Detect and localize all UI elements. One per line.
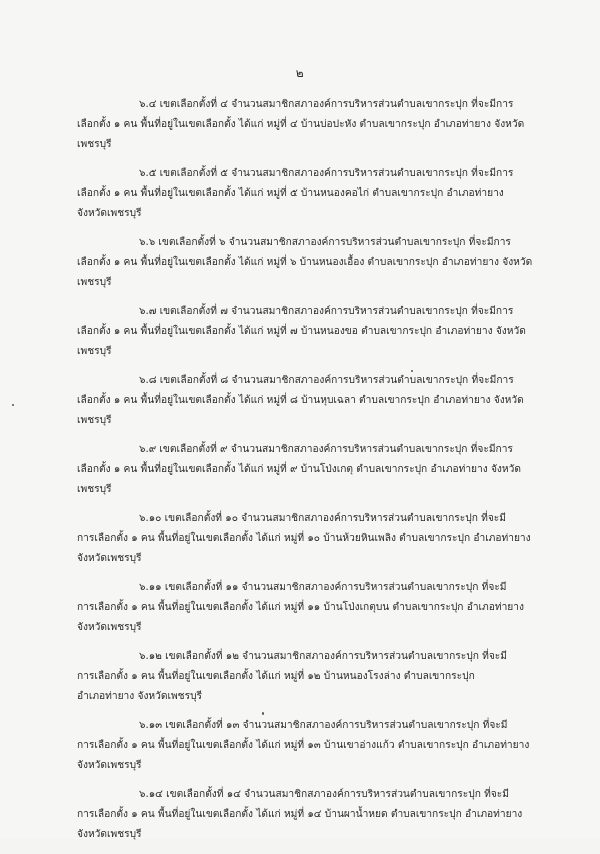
paragraph-line: ๖.๕ เขตเลือกตั้งที่ ๕ จำนวนสมาชิกสภาองค์การบริหารส่วนตำบลเขากระปุก ที่จะมีการ xyxy=(139,168,514,179)
paragraph-line: ๖.๖ เขตเลือกตั้งที่ ๖ จำนวนสมาชิกสภาองค์การบริหารส่วนตำบลเขากระปุก ที่จะมีการ xyxy=(139,237,511,248)
scan-speck xyxy=(262,712,264,715)
paragraph-line: จังหวัดเพชรบุรี xyxy=(77,208,142,219)
paragraph-line: ๖.๑๓ เขตเลือกตั้งที่ ๑๓ จำนวนสมาชิกสภาองค์การบริหารส่วนตำบลเขากระปุก ที่จะมี xyxy=(139,720,508,731)
paragraph-line: ๖.๔ เขตเลือกตั้งที่ ๔ จำนวนสมาชิกสภาองค์การบริหารส่วนตำบลเขากระปุก ที่จะมีการ xyxy=(139,99,514,110)
paragraph-line: การเลือกตั้ง ๑ คน พื้นที่อยู่ในเขตเลือกตั้ง ได้แก่ หมู่ที่ ๑๔ บ้านผาน้ำหยด ตำบลเขากระปุก อำเภอท่ายาง xyxy=(77,809,523,820)
district-paragraph-6 xyxy=(77,233,532,293)
paragraph-line: จังหวัดเพชรบุรี xyxy=(77,622,142,633)
district-paragraph-5 xyxy=(77,164,532,224)
district-paragraph-8 xyxy=(77,371,532,431)
paragraph-line: ๖.๑๒ เขตเลือกตั้งที่ ๑๒ จำนวนสมาชิกสภาองค์การบริหารส่วนตำบลเขากระปุก ที่จะมี xyxy=(139,651,507,662)
paragraph-line: เพชรบุรี xyxy=(77,484,112,495)
paragraph-line: เพชรบุรี xyxy=(77,415,112,426)
paragraph-line: จังหวัดเพชรบุรี xyxy=(77,553,142,564)
paragraph-line: ๖.๑๔ เขตเลือกตั้งที่ ๑๔ จำนวนสมาชิกสภาองค์การบริหารส่วนตำบลเขากระปุก ที่จะมี xyxy=(139,789,509,800)
paragraph-line: เลือกตั้ง ๑ คน พื้นที่อยู่ในเขตเลือกตั้ง ได้แก่ หมู่ที่ ๗ บ้านหนองขอ ตำบลเขากระปุก อำเภอท่ายาง จังหวัด xyxy=(77,326,526,337)
district-paragraph-11 xyxy=(77,578,532,638)
scan-speck xyxy=(411,370,413,372)
paragraph-line: จังหวัดเพชรบุรี xyxy=(77,760,142,771)
paragraph-line: การเลือกตั้ง ๑ คน พื้นที่อยู่ในเขตเลือกตั้ง ได้แก่ หมู่ที่ ๑๐ บ้านห้วยหินเพลิง ตำบลเขากระปุก อำเภอท่ายาง xyxy=(77,533,531,544)
paragraph-line: ๖.๗ เขตเลือกตั้งที่ ๗ จำนวนสมาชิกสภาองค์การบริหารส่วนตำบลเขากระปุก ที่จะมีการ xyxy=(139,306,514,317)
paragraph-line: เลือกตั้ง ๑ คน พื้นที่อยู่ในเขตเลือกตั้ง ได้แก่ หมู่ที่ ๙ บ้านโป่งเกตุ ตำบลเขากระปุก อำเภอท่ายาง จังหวัด xyxy=(77,464,521,475)
paragraph-line: จังหวัดเพชรบุรี xyxy=(77,829,142,840)
document-body xyxy=(77,95,532,854)
paragraph-line: เลือกตั้ง ๑ คน พื้นที่อยู่ในเขตเลือกตั้ง ได้แก่ หมู่ที่ ๕ บ้านหนองคอไก่ ตำบลเขากระปุก อำเภอท่ายาง xyxy=(77,188,504,199)
paragraph-line: อำเภอท่ายาง จังหวัดเพชรบุรี xyxy=(77,691,203,702)
district-paragraph-14 xyxy=(77,785,532,845)
paragraph-line: เลือกตั้ง ๑ คน พื้นที่อยู่ในเขตเลือกตั้ง ได้แก่ หมู่ที่ ๘ บ้านหุบเฉลา ตำบลเขากระปุก อำเภอท่ายาง จังหวัด xyxy=(77,395,524,406)
paragraph-line: เลือกตั้ง ๑ คน พื้นที่อยู่ในเขตเลือกตั้ง ได้แก่ หมู่ที่ ๖ บ้านหนองเอื้อง ตำบลเขากระปุก อำเภอท่ายาง จังหวัด xyxy=(77,257,532,268)
paragraph-line: ๖.๘ เขตเลือกตั้งที่ ๘ จำนวนสมาชิกสภาองค์การบริหารส่วนตำบลเขากระปุก ที่จะมีการ xyxy=(139,375,514,386)
paragraph-line: เลือกตั้ง ๑ คน พื้นที่อยู่ในเขตเลือกตั้ง ได้แก่ หมู่ที่ ๔ บ้านบ่อปะหัง ตำบลเขากระปุก อำเภอท่ายาง จังหวัด xyxy=(77,119,525,130)
district-paragraph-9 xyxy=(77,440,532,500)
page-number: ๒ xyxy=(295,66,305,80)
paragraph-line: เพชรบุรี xyxy=(77,346,112,357)
district-paragraph-7 xyxy=(77,302,532,362)
paragraph-line: ๖.๑๐ เขตเลือกตั้งที่ ๑๐ จำนวนสมาชิกสภาองค์การบริหารส่วนตำบลเขากระปุก ที่จะมี xyxy=(139,513,506,524)
scan-speck xyxy=(12,404,14,406)
paragraph-line: ๖.๑๑ เขตเลือกตั้งที่ ๑๑ จำนวนสมาชิกสภาองค์การบริหารส่วนตำบลเขากระปุก ที่จะมี xyxy=(139,582,507,593)
paragraph-line: การเลือกตั้ง ๑ คน พื้นที่อยู่ในเขตเลือกตั้ง ได้แก่ หมู่ที่ ๑๒ บ้านหนองโรงล่าง ตำบลเขากระปุก xyxy=(77,671,475,682)
paragraph-line: การเลือกตั้ง ๑ คน พื้นที่อยู่ในเขตเลือกตั้ง ได้แก่ หมู่ที่ ๑๑ บ้านโป่งเกตุบน ตำบลเขากระปุก อำเภอท่ายาง xyxy=(77,602,524,613)
paragraph-line: เพชรบุรี xyxy=(77,277,112,288)
district-paragraph-4 xyxy=(77,95,532,155)
district-paragraph-10 xyxy=(77,509,532,569)
paragraph-line: ๖.๙ เขตเลือกตั้งที่ ๙ จำนวนสมาชิกสภาองค์การบริหารส่วนตำบลเขากระปุก ที่จะมีการ xyxy=(139,444,513,455)
paragraph-line: เพชรบุรี xyxy=(77,139,112,150)
district-paragraph-13 xyxy=(77,716,532,776)
paragraph-line: การเลือกตั้ง ๑ คน พื้นที่อยู่ในเขตเลือกตั้ง ได้แก่ หมู่ที่ ๑๓ บ้านเขาอ่างแก้ว ตำบลเขากระปุก อำเภอท่ายาง xyxy=(77,740,530,751)
district-paragraph-12 xyxy=(77,647,532,707)
